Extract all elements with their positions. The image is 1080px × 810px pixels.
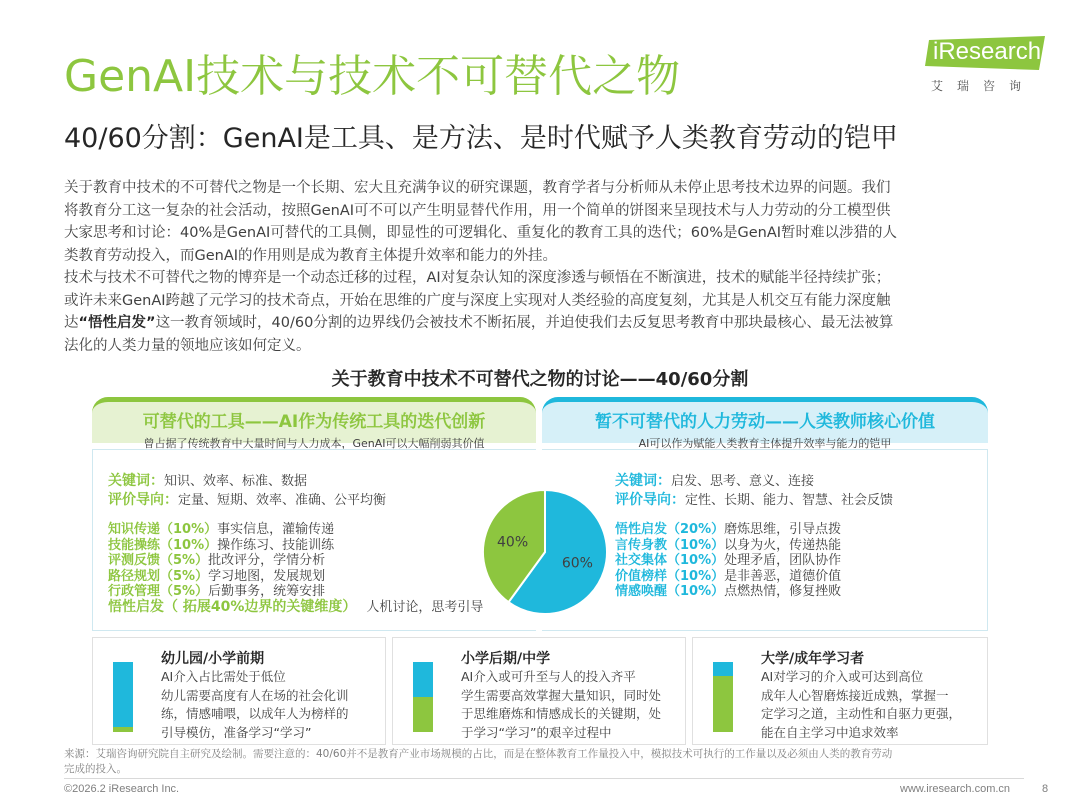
card-title: 大学/成年学习者: [761, 651, 865, 667]
human-share-fill: [113, 662, 133, 727]
source-note: [64, 747, 1024, 777]
item-desc: 人机讨论，思考引导: [366, 599, 484, 615]
footer-divider: [64, 778, 1024, 779]
item-label: 言传身教（10%）: [615, 537, 725, 553]
paragraph-line: 或许未来GenAI跨越了元学习的技术奇点，开始在思维的广度与深度上实现对人类经验的高度复刻，尤其是人机交互有能力深度触: [64, 292, 891, 309]
item-label: 价值榜样（10%）: [615, 568, 725, 584]
item-label: 行政管理（5%）: [108, 584, 209, 600]
list-item: [108, 553, 483, 569]
right-panel-subheading: AI可以作为赋能人类教育主体提升效率与能力的铠甲: [638, 437, 892, 450]
item-label: 情感唤醒（10%）: [615, 584, 725, 600]
stage-share-bar: [413, 662, 433, 732]
item-label: 悟性启发（20%）: [615, 522, 725, 537]
paragraph-text: 达: [64, 315, 79, 332]
paragraph-line: 类教育劳动投入，而GenAI的作用则是成为教育主体提升效率和能力的外挂。: [64, 247, 558, 264]
ai-share-fill: [713, 676, 733, 732]
human-share-fill: [413, 662, 433, 697]
card-line: 于思维磨炼和情感成长的关键期，处: [461, 706, 662, 721]
card-line: 定学习之道，主动性和自驱力更强，: [761, 706, 962, 721]
list-item: [108, 569, 483, 585]
paragraph-text: 这一教育领域时，40/60分割的边界线仍会被技术不断拓展，并迫使我们去反复思考教育中那块最核心、最无法被算: [155, 315, 894, 332]
item-label: 技能操练（10%）: [108, 537, 218, 553]
right-item-list: [615, 522, 841, 600]
paragraph-line: [64, 312, 1024, 335]
split-pie-chart: [475, 482, 615, 622]
item-desc: 磨炼思维，引导点拨: [724, 522, 842, 537]
left-panel-heading: 可替代的工具——AI作为传统工具的迭代创新: [142, 412, 486, 432]
card-line: AI介入占比需处于低位: [161, 669, 286, 684]
card-line: 能在自主学习中追求效率: [761, 724, 899, 740]
logo-brand-text: iResearch: [933, 38, 1042, 65]
item-label: 知识传递（10%）: [108, 522, 218, 537]
list-item: [615, 569, 841, 585]
page-title: GenAI技术与技术不可替代之物: [64, 51, 681, 102]
item-desc: 操作练习、技能训练: [217, 537, 335, 553]
logo-cn-text: 艾瑞咨询: [931, 79, 1036, 93]
paragraph-line: 法化的人类力量的领地应该如何定义。: [64, 337, 311, 354]
list-item: [615, 553, 841, 569]
human-share-fill: [713, 662, 733, 676]
item-desc: 以身为火，传递热能: [724, 537, 842, 553]
list-item: [108, 600, 483, 616]
page-number: 8: [1042, 783, 1049, 795]
keywords-label: 关键词：: [615, 473, 671, 489]
source-line: 来源：艾瑞咨询研究院自主研究及绘制。需要注意的：40/60并不是教育产业市场规模的占比，而是在整体教育工作量投入中，模拟技术可执行的工作量以及必须由人类的教育劳动: [64, 748, 893, 760]
copyright: ©2026.2 iResearch Inc.: [64, 783, 180, 795]
item-desc: 后勤事务，统筹安排: [208, 584, 326, 600]
list-item: [615, 538, 841, 554]
keywords-text: 启发、思考、意义、连接: [671, 474, 815, 489]
paragraph-bold-term: “悟性启发”: [78, 315, 156, 332]
right-panel-heading: 暂不可替代的人力劳动——人类教师核心价值: [595, 412, 935, 432]
item-desc: 点燃热情，修复挫败: [724, 584, 842, 600]
card-line: 学生需要高效掌握大量知识，同时处: [461, 687, 662, 703]
left-item-list: [108, 522, 483, 616]
paragraph-line: 将教育分工这一复杂的社会活动，按照GenAI可不可以产生明显替代作用，用一个简单的饼图来呈现技术与人力劳动的分工模型供: [64, 202, 891, 219]
item-label: 社交集体（10%）: [615, 553, 725, 569]
card-line: AI介入或可升至与人的投入齐平: [461, 669, 636, 684]
pie-slice-label: 60%: [561, 555, 593, 572]
card-line: AI对学习的介入或可达到高位: [761, 669, 924, 684]
website-link[interactable]: www.iresearch.com.cn: [900, 783, 1011, 795]
item-desc: 事实信息，灌输传递: [217, 522, 335, 537]
list-item: [615, 522, 841, 538]
left-eval: [108, 489, 386, 509]
list-item: [108, 522, 483, 538]
left-panel-subheading: 曾占据了传统教育中大量时间与人力成本，GenAI可以大幅削弱其价值: [143, 437, 485, 450]
stage-card-middle: [392, 637, 686, 745]
card-title: 幼儿园/小学前期: [161, 651, 265, 667]
discussion-paragraph: [64, 267, 1024, 357]
ai-share-fill: [113, 727, 133, 732]
paragraph-line: 关于教育中技术的不可替代之物是一个长期、宏大且充满争议的研究课题，教育学者与分析师从未停止思考技术边界的问题。我们: [64, 180, 891, 196]
left-panel-header: [92, 397, 536, 450]
item-desc: 处理矛盾，团队协作: [724, 553, 842, 569]
stage-card-early: [92, 637, 386, 745]
keywords-text: 知识、效率、标准、数据: [164, 474, 308, 489]
card-line: 练，情感哺喂，以成年人为榜样的: [161, 706, 349, 721]
keywords-label: 关键词：: [108, 473, 164, 489]
card-title: 小学后期/中学: [461, 651, 551, 667]
paragraph-line: 大家思考和讨论：40%是GenAI可替代的工具侧，即显性的可逻辑化、重复化的教育工具的迭代；60%是GenAI暂时难以涉猎的人: [64, 225, 898, 242]
stage-share-bar: [713, 662, 733, 732]
figure-title: 关于教育中技术不可替代之物的讨论——40/60分割: [331, 369, 749, 390]
item-desc: 是非善恶，道德价值: [724, 568, 842, 584]
pie-slice-label: 40%: [497, 534, 529, 551]
right-keywords: [615, 470, 814, 490]
page-subtitle: 40/60分割：GenAI是工具、是方法、是时代赋予人类教育劳动的铠甲: [64, 123, 898, 154]
card-line: 成年人心智磨炼接近成熟，掌握一: [761, 687, 949, 703]
list-item: [108, 584, 483, 600]
item-label: 路径规划（5%）: [108, 568, 209, 584]
stage-card-adult: [692, 637, 988, 745]
left-keywords: [108, 470, 307, 490]
eval-text: 定量、短期、效率、准确、公平均衡: [178, 493, 387, 508]
eval-text: 定性、长期、能力、智慧、社会反馈: [685, 493, 894, 508]
stage-share-bar: [113, 662, 133, 732]
list-item: [108, 538, 483, 554]
item-label: 悟性启发（ 拓展40%边界的关键维度）: [108, 598, 357, 615]
right-panel-header: [542, 397, 988, 450]
card-line: 幼儿需要高度有人在场的社会化训: [161, 687, 349, 703]
card-line: 引导模仿，准备学习“学习”: [161, 724, 312, 740]
list-item: [615, 584, 841, 600]
eval-label: 评价导向：: [108, 492, 178, 508]
eval-label: 评价导向：: [615, 492, 685, 508]
item-desc: 学习地图，发展规划: [208, 568, 326, 584]
right-eval: [615, 489, 893, 509]
source-line: 完成的投入。: [64, 763, 127, 775]
item-label: 评测反馈（5%）: [108, 553, 209, 569]
card-line: 于学习“学习”的艰辛过程中: [461, 724, 612, 740]
iresearch-logo: [925, 36, 1055, 96]
item-desc: 批改评分，学情分析: [208, 553, 326, 569]
intro-paragraph: [64, 177, 1024, 267]
paragraph-line: 技术与技术不可替代之物的博弈是一个动态迁移的过程，AI对复杂认知的深度渗透与顿悟在不断演进，技术的赋能半径持续扩张；: [64, 270, 891, 286]
ai-share-fill: [413, 697, 433, 732]
